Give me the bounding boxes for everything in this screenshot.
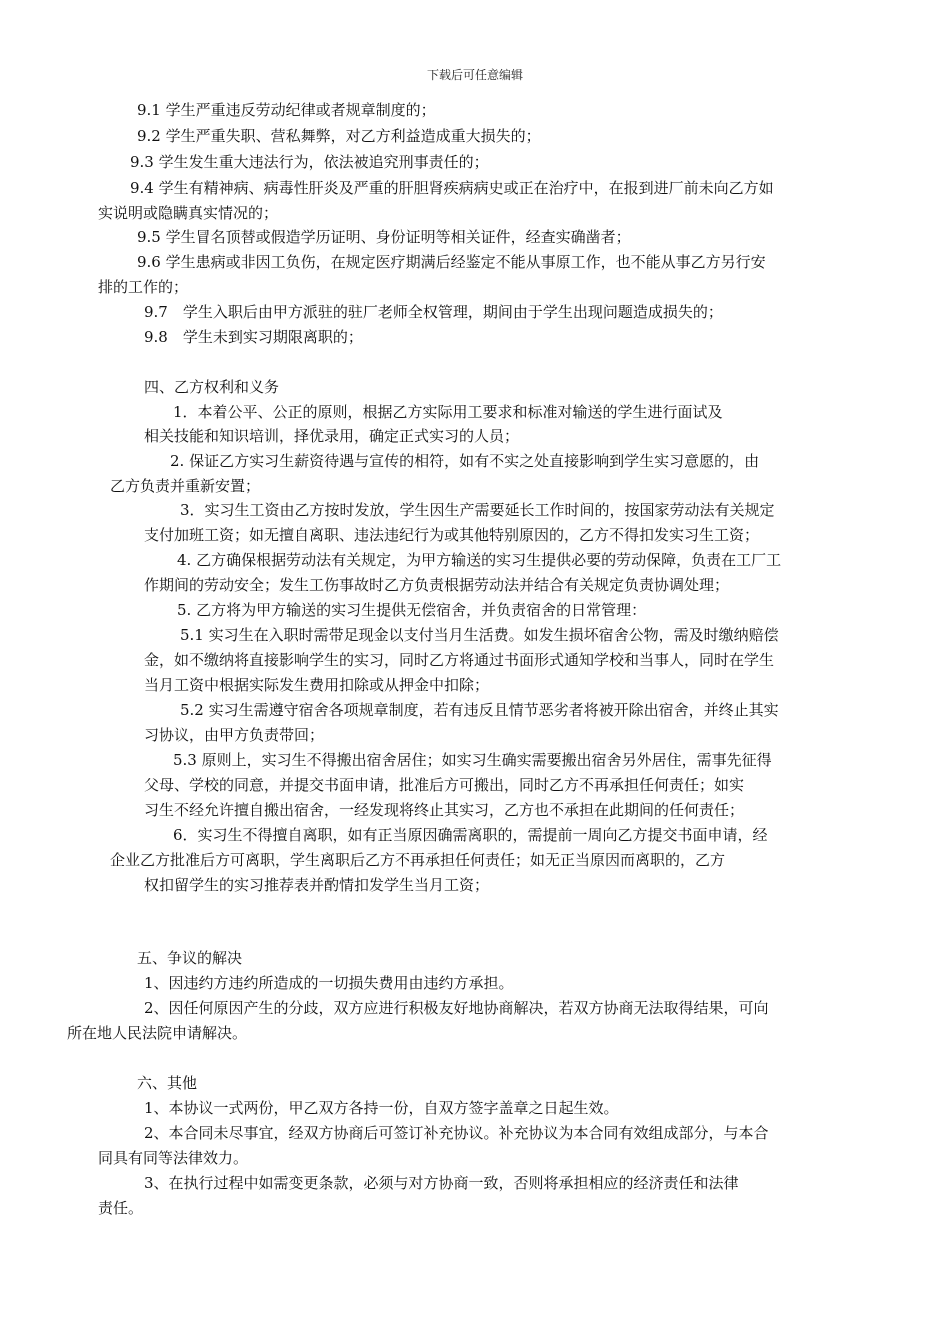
text-line: 所在地人民法院申请解决。: [67, 1024, 248, 1042]
text-line: 同具有同等法律效力。: [98, 1149, 249, 1167]
text-line: 9.5 学生冒名顶替或假造学历证明、身份证明等相关证件，经查实确凿者；: [137, 228, 631, 246]
text-line: 习协议，由甲方负责带回；: [144, 726, 325, 744]
text-line: 2. 保证乙方实习生薪资待遇与宣传的相符，如有不实之处直接影响到学生实习意愿的，由: [170, 452, 760, 470]
section-heading: 五、争议的解决: [137, 949, 243, 967]
text-line: 4. 乙方确保根据劳动法有关规定，为甲方输送的实习生提供必要的劳动保障，负责在工厂工: [177, 551, 782, 569]
text-line: 3．实习生工资由乙方按时发放，学生因生产需要延长工作时间的，按国家劳动法有关规定: [180, 501, 775, 519]
text-line: 5. 乙方将为甲方输送的实习生提供无偿宿舍，并负责宿舍的日常管理：: [177, 601, 647, 619]
text-line: 9.7 学生入职后由甲方派驻的驻厂老师全权管理，期间由于学生出现问题造成损失的；: [144, 303, 723, 321]
text-line: 金，如不缴纳将直接影响学生的实习，同时乙方将通过书面形式通知学校和当事人，同时在学生: [144, 651, 775, 669]
text-line: 企业乙方批准后方可离职，学生离职后乙方不再承担任何责任；如无正当原因而离职的，乙方: [110, 851, 726, 869]
text-line: 9.4 学生有精神病、病毒性肝炎及严重的肝胆肾疾病病史或正在治疗中，在报到进厂前未向乙方如: [130, 179, 774, 197]
text-line: 1．本着公平、公正的原则，根据乙方实际用工要求和标准对输送的学生进行面试及: [173, 403, 723, 421]
text-line: 3、在执行过程中如需变更条款，必须与对方协商一致，否则将承担相应的经济责任和法律: [144, 1174, 739, 1192]
text-line: 5.2 实习生需遵守宿舍各项规章制度，若有违反且情节恶劣者将被开除出宿舍，并终止其实: [180, 701, 779, 719]
text-line: 责任。: [98, 1199, 144, 1217]
text-line: 6．实习生不得擅自离职，如有正当原因确需离职的，需提前一周向乙方提交书面申请，经: [173, 826, 768, 844]
text-line: 支付加班工资；如无擅自离职、违法违纪行为或其他特别原因的，乙方不得扣发实习生工资；: [144, 526, 760, 544]
text-line: 乙方负责并重新安置；: [110, 477, 261, 495]
text-line: 5.1 实习生在入职时需带足现金以支付当月生活费。如发生损坏宿舍公物，需及时缴纳赔偿: [180, 626, 779, 644]
section-heading: 六、其他: [137, 1074, 198, 1092]
text-line: 习生不经允许擅自搬出宿舍，一经发现将终止其实习，乙方也不承担在此期间的任何责任；: [144, 801, 745, 819]
text-line: 2、因任何原因产生的分歧，双方应进行积极友好地协商解决，若双方协商无法取得结果，可向: [144, 999, 769, 1017]
text-line: 当月工资中根据实际发生费用扣除或从押金中扣除；: [144, 676, 490, 694]
text-line: 9.3 学生发生重大违法行为，依法被追究刑事责任的；: [130, 153, 489, 171]
text-line: 9.1 学生严重违反劳动纪律或者规章制度的；: [137, 101, 436, 119]
text-line: 1、本协议一式两份，甲乙双方各持一份，自双方签字盖章之日起生效。: [144, 1099, 619, 1117]
text-line: 9.6 学生患病或非因工负伤，在规定医疗期满后经鉴定不能从事原工作，也不能从事乙方另行安: [137, 253, 766, 271]
text-line: 作期间的劳动安全；发生工伤事故时乙方负责根据劳动法并结合有关规定负责协调处理；: [144, 576, 730, 594]
text-line: 5.3 原则上，实习生不得搬出宿舍居住；如实习生确实需要搬出宿舍另外居住，需事先征得: [173, 751, 772, 769]
section-heading: 四、乙方权利和义务: [144, 378, 280, 396]
text-line: 相关技能和知识培训，择优录用，确定正式实习的人员；: [144, 427, 520, 445]
text-line: 排的工作的；: [98, 278, 189, 296]
text-line: 1、因违约方违约所造成的一切损失费用由违约方承担。: [144, 974, 514, 992]
text-line: 9.2 学生严重失职、营私舞弊，对乙方利益造成重大损失的；: [137, 127, 541, 145]
page-header-note: 下载后可任意编辑: [426, 68, 523, 82]
text-line: 9.8 学生未到实习期限离职的；: [144, 328, 363, 346]
text-line: 权扣留学生的实习推荐表并酌情扣发学生当月工资；: [144, 876, 490, 894]
text-line: 实说明或隐瞒真实情况的；: [98, 204, 279, 222]
text-line: 2、本合同未尽事宜，经双方协商后可签订补充协议。补充协议为本合同有效组成部分，与本合: [144, 1124, 769, 1142]
text-line: 父母、学校的同意，并提交书面申请，批准后方可搬出，同时乙方不再承担任何责任；如实: [144, 776, 745, 794]
